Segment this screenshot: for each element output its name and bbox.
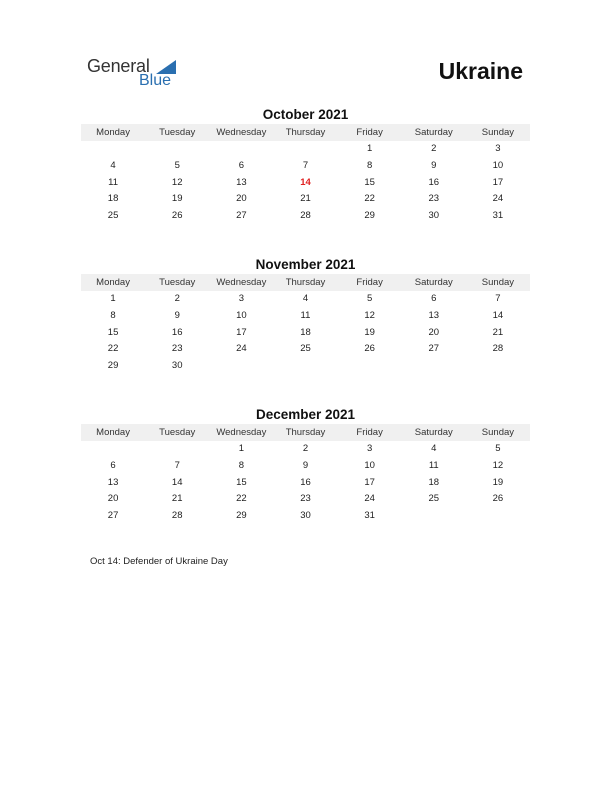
day-cell: 3: [366, 443, 373, 454]
weekday-label: Monday: [96, 277, 130, 288]
day-cell: 15: [107, 326, 119, 338]
day-cell: 19: [492, 476, 504, 488]
day-cell: 15: [364, 176, 375, 188]
day-cell: 23: [171, 343, 183, 355]
month-title: November 2021: [255, 257, 356, 272]
weekday-label: Thursday: [285, 277, 326, 288]
weekday-label: Sunday: [481, 427, 515, 438]
day-cell: [466, 358, 530, 375]
day-cell: 2: [431, 143, 437, 154]
weekday-label: Monday: [96, 127, 130, 138]
day-cell: 25: [428, 493, 440, 505]
day-cell: 10: [236, 309, 247, 321]
day-cell: 20: [236, 193, 247, 205]
day-cell: 16: [171, 326, 183, 338]
day-cell: 29: [107, 360, 119, 372]
weekday-label: Sunday: [481, 277, 515, 288]
weekday-label: Sunday: [481, 127, 515, 138]
week-row: [81, 208, 530, 225]
holiday-note: Oct 14: Defender of Ukraine Day: [90, 556, 228, 567]
day-cell: 31: [364, 510, 375, 522]
day-cell: 28: [171, 510, 183, 522]
week-row: [81, 191, 530, 208]
day-cell: 18: [300, 326, 311, 338]
day-cell: 23: [428, 193, 440, 205]
month-december: [81, 406, 530, 525]
day-cell: 5: [366, 293, 373, 304]
day-cell: 28: [300, 210, 311, 222]
day-cell: 22: [364, 193, 375, 205]
day-cell: 19: [364, 326, 375, 338]
month-title: October 2021: [262, 107, 349, 122]
day-cell: [273, 141, 337, 158]
generalblue-logo: [87, 56, 182, 92]
week-row: [81, 141, 530, 158]
day-cell: 4: [110, 159, 116, 171]
week-row: [81, 441, 530, 458]
day-cell: 25: [300, 343, 311, 355]
day-cell: 14: [492, 309, 504, 321]
weekday-label: Tuesday: [159, 427, 196, 438]
month-october: [81, 106, 530, 225]
day-cell: 10: [492, 159, 504, 171]
day-cell: 21: [492, 326, 504, 338]
day-cell: 18: [107, 193, 119, 205]
day-cell: 22: [236, 493, 247, 505]
weekday-label: Thursday: [285, 127, 326, 138]
day-cell: [145, 441, 209, 458]
weekday-label: Monday: [96, 427, 130, 438]
weekday-header: [81, 424, 530, 441]
weekday-header: [81, 124, 530, 141]
week-row: [81, 458, 530, 475]
week-row: [81, 175, 530, 192]
day-cell: 18: [428, 476, 440, 488]
weekday-label: Friday: [356, 127, 383, 138]
day-cell: 24: [492, 193, 504, 205]
day-cell: [466, 508, 530, 525]
day-cell: 16: [428, 176, 440, 188]
day-cell: [273, 358, 337, 375]
day-cell: 7: [302, 159, 309, 171]
day-cell: 27: [428, 343, 440, 355]
day-cell: 11: [428, 459, 439, 471]
week-row: [81, 291, 530, 308]
day-cell: 29: [236, 510, 247, 522]
day-cell: 20: [428, 326, 440, 338]
day-cell: 16: [300, 476, 311, 488]
weekday-label: Friday: [356, 277, 383, 288]
day-cell: [209, 358, 273, 375]
weekday-label: Tuesday: [159, 127, 196, 138]
month-title: December 2021: [255, 407, 356, 422]
logo-text-blue: Blue: [139, 72, 172, 89]
day-cell: 4: [302, 293, 309, 304]
logo-text-general: General: [87, 56, 150, 76]
day-cell: 6: [238, 159, 244, 171]
day-cell: 6: [110, 459, 116, 471]
day-cell: 14: [171, 476, 183, 488]
day-cell: [209, 141, 273, 158]
holiday-notes: [90, 556, 228, 567]
week-row: [81, 358, 530, 375]
day-cell: 11: [108, 176, 118, 188]
week-row: [81, 308, 530, 325]
weekday-label: Saturday: [414, 427, 453, 438]
day-cell: 26: [492, 493, 504, 505]
day-cell: 2: [174, 293, 180, 304]
weekday-label: Saturday: [414, 277, 453, 288]
day-cell: 8: [110, 309, 116, 321]
week-row: [81, 341, 530, 358]
day-cell: 21: [300, 193, 311, 205]
day-cell: [81, 141, 145, 158]
day-cell: 28: [492, 343, 504, 355]
day-cell: 10: [364, 459, 375, 471]
day-cell: 26: [171, 210, 183, 222]
day-cell: [81, 441, 145, 458]
weekday-label: Wednesday: [216, 127, 267, 138]
day-cell: [402, 508, 466, 525]
day-cell: 7: [495, 293, 501, 304]
day-cell: 6: [431, 293, 437, 304]
day-cell: 9: [431, 159, 437, 171]
day-cell: [338, 358, 402, 375]
day-cell: 25: [107, 210, 119, 222]
weekday-header: [81, 274, 530, 291]
day-cell: 14: [300, 176, 311, 188]
day-cell: 9: [174, 309, 180, 321]
week-row: [81, 475, 530, 492]
day-cell: 11: [300, 309, 311, 321]
day-cell: 5: [174, 159, 180, 171]
day-cell: 5: [495, 443, 501, 454]
day-cell: 1: [110, 293, 116, 304]
day-cell: 4: [431, 443, 437, 454]
day-cell: 12: [171, 176, 183, 188]
day-cell: 9: [302, 459, 309, 471]
day-cell: [145, 141, 209, 158]
weekday-label: Wednesday: [216, 427, 267, 438]
day-cell: 12: [492, 459, 504, 471]
weekday-label: Friday: [356, 427, 383, 438]
day-cell: 1: [366, 143, 373, 154]
day-cell: 8: [366, 159, 373, 171]
day-cell: 22: [107, 343, 119, 355]
weekday-label: Tuesday: [159, 277, 196, 288]
day-cell: 8: [238, 459, 244, 471]
day-cell: 3: [238, 293, 244, 304]
day-cell: 13: [236, 176, 247, 188]
country-title: Ukraine: [438, 58, 523, 84]
day-cell: 17: [236, 326, 247, 338]
day-cell: 30: [171, 360, 183, 372]
day-cell: 15: [236, 476, 247, 488]
weekday-label: Wednesday: [216, 277, 267, 288]
day-cell: 12: [364, 309, 375, 321]
day-cell: 29: [364, 210, 375, 222]
day-cell: 2: [302, 443, 309, 454]
day-cell: 19: [171, 193, 183, 205]
day-cell: 3: [495, 143, 501, 154]
day-cell: 27: [236, 210, 247, 222]
day-cell: 13: [107, 476, 119, 488]
day-cell: 7: [174, 459, 180, 471]
week-row: [81, 508, 530, 525]
day-cell: 20: [107, 493, 119, 505]
day-cell: 17: [364, 476, 375, 488]
day-cell: 21: [171, 493, 183, 505]
day-cell: 31: [492, 210, 504, 222]
week-row: [81, 158, 530, 175]
weekday-label: Thursday: [285, 427, 326, 438]
day-cell: 27: [107, 510, 119, 522]
day-cell: 13: [428, 309, 440, 321]
day-cell: 17: [492, 176, 504, 188]
month-november: [81, 256, 530, 375]
day-cell: 30: [428, 210, 440, 222]
day-cell: 30: [300, 510, 311, 522]
weekday-label: Saturday: [414, 127, 453, 138]
day-cell: 24: [364, 493, 375, 505]
day-cell: 24: [236, 343, 247, 355]
week-row: [81, 491, 530, 508]
day-cell: [402, 358, 466, 375]
day-cell: 23: [300, 493, 311, 505]
day-cell: 1: [238, 443, 244, 454]
day-cell: 26: [364, 343, 375, 355]
week-row: [81, 325, 530, 342]
